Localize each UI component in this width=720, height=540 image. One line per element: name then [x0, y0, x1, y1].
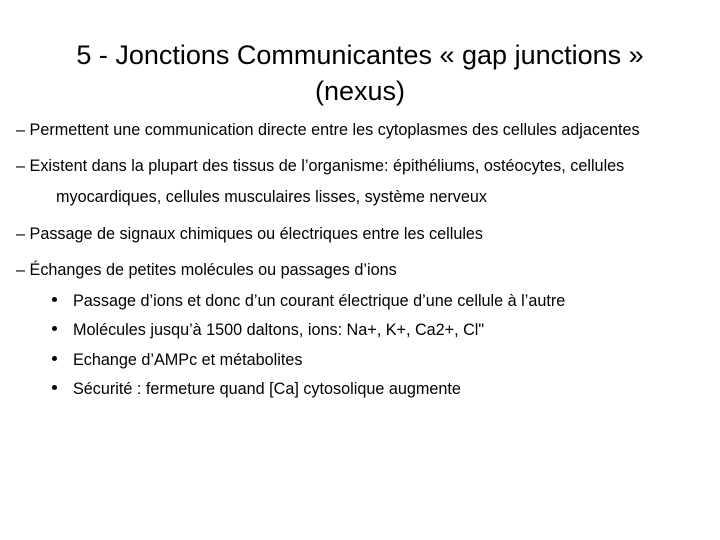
sub-bullet-item [52, 350, 302, 371]
sub-bullet-item [52, 320, 484, 341]
sub-bullet-text: Molécules jusqu’à 1500 daltons, ions: Na+, K+, Ca2+, Cl" [73, 321, 485, 339]
bullet-dot-icon [52, 326, 57, 331]
sub-bullet-text: Sécurité : fermeture quand [Ca] cytosolique augmente [73, 380, 461, 398]
sub-bullet-text: Passage d’ions et donc d’un courant électrique d’une cellule à l’autre [73, 292, 566, 310]
sub-bullet-item [52, 379, 461, 400]
slide-title [0, 37, 720, 109]
bullet-dot-icon [52, 297, 57, 302]
bullet-dot-icon [52, 385, 57, 390]
bullet-item [16, 224, 483, 245]
bullet-continuation: myocardiques, cellules musculaires lisses, système nerveux [56, 188, 487, 206]
bullet-text: Existent dans la plupart des tissus de l’organisme: épithéliums, ostéocytes, cellules [29, 157, 625, 175]
bullet-dash: – [16, 225, 26, 243]
bullet-text: Permettent une communication directe entre les cytoplasmes des cellules adjacentes [29, 121, 640, 139]
bullet-text: Échanges de petites molécules ou passages d’ions [29, 261, 397, 279]
bullet-text: Passage de signaux chimiques ou électriques entre les cellules [29, 225, 484, 243]
bullet-dash: – [16, 121, 26, 139]
bullet-dash: – [16, 157, 26, 175]
slide-title-line-2: (nexus) [314, 76, 406, 106]
slide-title-line-1: 5 - Jonctions Communicantes « gap junctions » [76, 40, 644, 70]
bullet-item [16, 156, 624, 177]
sub-bullet-item [52, 291, 565, 312]
bullet-item [16, 120, 640, 141]
bullet-dash: – [16, 261, 26, 279]
sub-bullet-text: Echange d’AMPc et métabolites [73, 351, 303, 369]
bullet-dot-icon [52, 356, 57, 361]
bullet-item [16, 260, 397, 281]
